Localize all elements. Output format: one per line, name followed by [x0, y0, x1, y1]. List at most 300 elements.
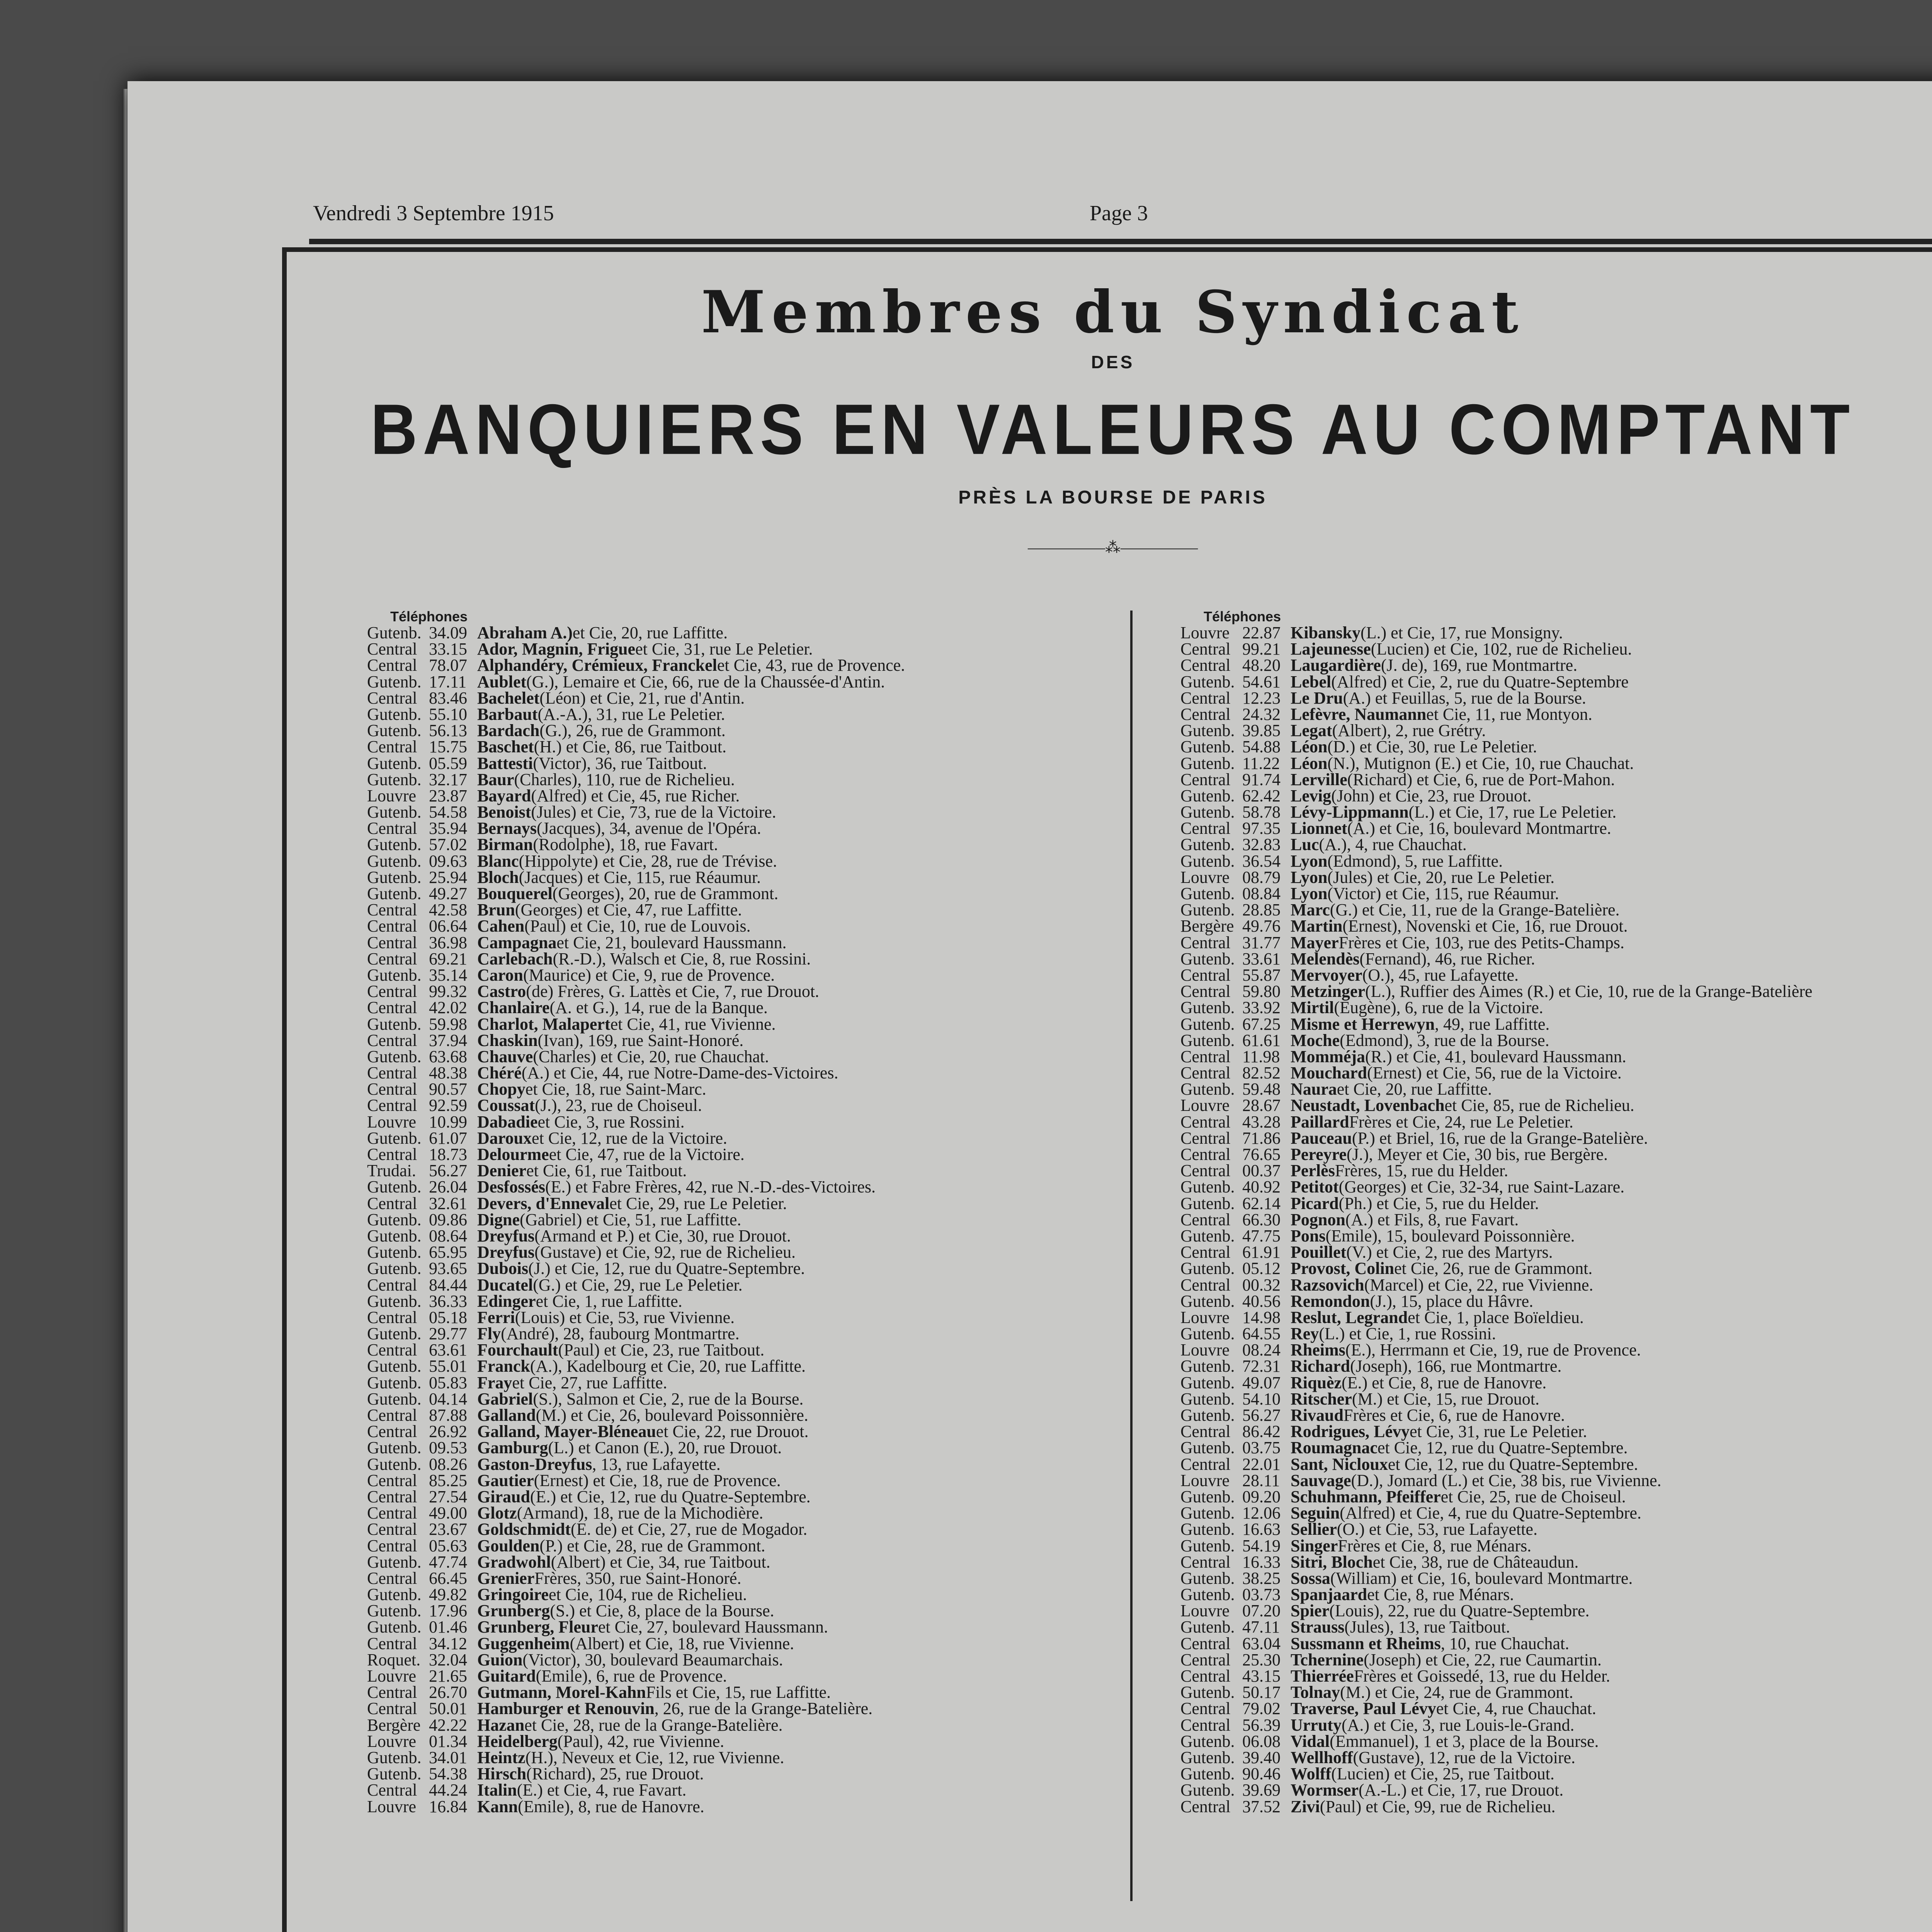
- member-name: Guggenheim: [477, 1634, 570, 1653]
- telephone-exchange: Gutenb.: [367, 1259, 422, 1278]
- member-row: [1180, 918, 1922, 934]
- member-row: [367, 1505, 1124, 1521]
- member-address: (Georges) et Cie, 32-34, rue Saint-Lazare.: [1338, 1177, 1625, 1197]
- telephone-number: 08.79: [1242, 867, 1281, 887]
- telephone-number: 61.07: [429, 1128, 467, 1148]
- member-address: , 49, rue Laffitte.: [1435, 1014, 1550, 1034]
- member-name: Baschet: [477, 737, 534, 757]
- member-address: (Armand et P.) et Cie, 30, rue Drouot.: [534, 1226, 791, 1245]
- member-name: Luc: [1291, 835, 1319, 854]
- telephone-exchange: Central: [1180, 1667, 1231, 1685]
- member-name: Fly: [477, 1324, 501, 1344]
- member-name: Mirtil: [1291, 998, 1334, 1017]
- telephone-exchange: Central: [1180, 688, 1231, 707]
- telephone-exchange: Louvre: [367, 1112, 417, 1131]
- member-name: Léon: [1291, 737, 1328, 757]
- member-name: Strauss: [1291, 1617, 1345, 1637]
- telephone-exchange: Gutenb.: [1180, 900, 1235, 920]
- telephone-exchange: Gutenb.: [1180, 1748, 1235, 1767]
- member-address: Frères, 15, rue du Helder.: [1335, 1161, 1509, 1180]
- telephone-number: 18.73: [429, 1145, 467, 1164]
- member-row: [367, 837, 1124, 853]
- member-address: (A.) et Fils, 8, rue Favart.: [1345, 1210, 1519, 1229]
- member-row: [367, 1473, 1124, 1489]
- member-name: Wellhoff: [1291, 1748, 1353, 1767]
- telephone-number: 37.52: [1242, 1797, 1281, 1816]
- member-address: , 10, rue Chauchat.: [1440, 1634, 1570, 1653]
- telephone-number: 82.52: [1242, 1063, 1281, 1083]
- member-address: (V.) et Cie, 2, rue des Martyrs.: [1346, 1243, 1553, 1262]
- member-address: (Charles), 110, rue de Richelieu.: [514, 770, 735, 789]
- member-row: [367, 983, 1124, 1000]
- member-address: et Cie, 12, rue du Quatre-Septembre.: [1388, 1454, 1638, 1474]
- telephone-exchange: Gutenb.: [1180, 1683, 1235, 1702]
- telephone-exchange: Louvre: [1180, 623, 1230, 642]
- member-name: Hamburger et Renouvin: [477, 1699, 655, 1718]
- telephone-number: 07.20: [1242, 1601, 1281, 1621]
- telephone-exchange: Gutenb.: [367, 672, 422, 691]
- telephone-number: 42.22: [429, 1715, 467, 1735]
- member-address: , 13, rue Lafayette.: [592, 1454, 721, 1474]
- member-address: (A.-A.), 31, rue Le Peletier.: [537, 704, 725, 724]
- member-row: [367, 755, 1124, 772]
- member-name: Richard: [1291, 1357, 1350, 1376]
- member-name: Traverse, Paul Lévy: [1291, 1699, 1436, 1718]
- telephone-number: 22.01: [1242, 1454, 1281, 1474]
- member-address: (Ph.) et Cie, 5, rue du Helder.: [1338, 1194, 1539, 1213]
- telephone-number: 54.10: [1242, 1389, 1281, 1408]
- telephone-number: 59.80: [1242, 982, 1281, 1001]
- member-row: [1180, 1701, 1922, 1717]
- telephone-exchange: Central: [367, 1568, 417, 1588]
- member-name: Laugardière: [1291, 656, 1381, 675]
- telephone-number: 55.10: [429, 704, 467, 724]
- telephone-number: 56.27: [1242, 1406, 1281, 1425]
- telephone-exchange: Central: [367, 819, 417, 838]
- member-row: [367, 869, 1124, 886]
- telephone-number: 43.28: [1242, 1112, 1281, 1131]
- member-row: [1180, 869, 1922, 886]
- telephone-number: 61.61: [1242, 1031, 1281, 1050]
- telephone-number: 47.74: [429, 1552, 467, 1571]
- member-name: Misme et Herrewyn: [1291, 1014, 1435, 1034]
- title-bourse: PRÈS LA BOURSE DE PARIS: [958, 487, 1267, 508]
- member-address: (R.-D.), Walsch et Cie, 8, rue Rossini.: [553, 949, 811, 968]
- member-address: et Cie, 8, rue Ménars.: [1367, 1585, 1514, 1604]
- header-date: Vendredi 3 Septembre 1915: [313, 201, 554, 225]
- member-address: (Rodolphe), 18, rue Favart.: [533, 835, 718, 854]
- member-row: [1180, 1065, 1922, 1081]
- member-address: Frères et Cie, 6, rue de Hanovre.: [1343, 1406, 1565, 1425]
- member-name: Baur: [477, 770, 514, 789]
- telephone-exchange: Bergère: [367, 1715, 421, 1735]
- member-name: Lionnet: [1291, 819, 1347, 838]
- member-row: [1180, 1081, 1922, 1097]
- telephone-number: 44.24: [429, 1781, 467, 1800]
- member-address: (Gabriel) et Cie, 51, rue Laffitte.: [520, 1210, 742, 1229]
- member-name: Riquèz: [1291, 1373, 1342, 1392]
- telephone-exchange: Gutenb.: [1180, 1764, 1235, 1784]
- telephone-exchange: Central: [367, 933, 417, 952]
- telephone-exchange: Gutenb.: [367, 1585, 422, 1604]
- member-row: [367, 1636, 1124, 1652]
- member-name: Lerville: [1291, 770, 1347, 789]
- member-row: [367, 951, 1124, 967]
- member-row: [367, 1668, 1124, 1684]
- member-name: Rivaud: [1291, 1406, 1344, 1425]
- member-name: Heidelberg: [477, 1731, 558, 1751]
- member-row: [367, 886, 1124, 902]
- member-name: Grunberg, Fleur: [477, 1617, 598, 1637]
- telephone-number: 71.86: [1242, 1128, 1281, 1148]
- member-row: [367, 1554, 1124, 1570]
- member-name: Gringoire: [477, 1585, 549, 1604]
- member-row: [367, 1196, 1124, 1212]
- telephone-exchange: Gutenb.: [1180, 1194, 1235, 1213]
- member-name: Léon: [1291, 753, 1328, 773]
- telephone-number: 92.59: [429, 1096, 467, 1115]
- telephone-exchange: Gutenb.: [367, 1617, 422, 1637]
- member-address: (Eugène), 6, rue de la Victoire.: [1334, 998, 1543, 1017]
- telephone-exchange: Gutenb.: [1180, 1226, 1235, 1245]
- member-address: (J.), 15, place du Hâvre.: [1370, 1291, 1534, 1311]
- telephone-number: 32.61: [429, 1194, 467, 1213]
- member-name: Spanjaard: [1291, 1585, 1367, 1604]
- member-name: Sant, Nicloux: [1291, 1454, 1388, 1474]
- member-row: [367, 706, 1124, 723]
- telephone-number: 22.87: [1242, 623, 1281, 642]
- member-name: Galland, Mayer-Bléneau: [477, 1422, 656, 1441]
- telephone-exchange: Central: [1180, 639, 1231, 659]
- member-name: Lebel: [1291, 672, 1332, 691]
- member-name: Dreyfus: [477, 1243, 535, 1262]
- member-row: [1180, 1130, 1922, 1146]
- member-name: Brun: [477, 900, 515, 920]
- telephone-exchange: Gutenb.: [367, 623, 422, 642]
- member-row: [1180, 1636, 1922, 1652]
- telephone-number: 54.38: [429, 1764, 467, 1784]
- telephone-number: 25.94: [429, 867, 467, 887]
- member-row: [367, 1081, 1124, 1097]
- telephone-exchange: Central: [367, 1194, 417, 1213]
- member-address: et Cie, 22, rue Drouot.: [656, 1422, 809, 1441]
- telephone-number: 43.15: [1242, 1667, 1281, 1685]
- member-name: Fourchault: [477, 1340, 558, 1360]
- telephone-exchange: Gutenb.: [367, 1552, 422, 1571]
- telephone-exchange: Gutenb.: [367, 721, 422, 740]
- member-address: , 26, rue de la Grange-Batelière.: [654, 1699, 873, 1718]
- member-address: (N.), Mutignon (E.) et Cie, 10, rue Chauchat.: [1327, 753, 1634, 773]
- member-address: (Albert), 2, rue Grétry.: [1332, 721, 1486, 740]
- member-name: Hazan: [477, 1715, 525, 1735]
- member-row: [367, 1391, 1124, 1407]
- member-row: [1180, 1407, 1922, 1423]
- telephone-number: 72.31: [1242, 1357, 1281, 1376]
- telephone-number: 08.84: [1242, 884, 1281, 903]
- member-name: Edinger: [477, 1291, 536, 1311]
- member-row: [1180, 1293, 1922, 1310]
- telephone-number: 39.69: [1242, 1781, 1281, 1800]
- member-name: Sossa: [1291, 1568, 1330, 1588]
- telephone-exchange: Gutenb.: [1180, 1291, 1235, 1311]
- telephone-exchange: Central: [367, 1503, 417, 1523]
- member-name: Grenier: [477, 1568, 535, 1588]
- member-row: [367, 674, 1124, 690]
- telephone-number: 67.25: [1242, 1014, 1281, 1034]
- telephone-number: 85.25: [429, 1471, 467, 1490]
- member-name: Metzinger: [1291, 982, 1365, 1001]
- telephone-exchange: Central: [1180, 965, 1231, 985]
- member-row: [367, 1733, 1124, 1750]
- member-name: Heintz: [477, 1748, 526, 1767]
- telephone-number: 12.23: [1242, 688, 1281, 707]
- telephone-number: 14.98: [1242, 1308, 1281, 1327]
- member-row: [1180, 1049, 1922, 1065]
- telephone-exchange: Gutenb.: [1180, 1438, 1235, 1458]
- member-address: (A.-L.) et Cie, 17, rue Drouot.: [1358, 1781, 1564, 1800]
- telephone-exchange: Gutenb.: [367, 1226, 422, 1245]
- member-address: et Cie, 61, rue Taitbout.: [526, 1161, 687, 1180]
- telephone-exchange: Central: [1180, 1128, 1231, 1148]
- telephone-number: 69.21: [429, 949, 467, 968]
- member-name: Thierrée: [1291, 1667, 1354, 1685]
- telephone-exchange: Central: [367, 688, 417, 707]
- member-address: (Ernest), Novenski et Cie, 16, rue Drouot.: [1342, 917, 1628, 936]
- member-address: Fils et Cie, 15, rue Laffitte.: [646, 1683, 831, 1702]
- member-row: [1180, 1799, 1922, 1815]
- telephone-number: 17.96: [429, 1601, 467, 1621]
- telephone-exchange: Louvre: [367, 1797, 417, 1816]
- members-column-right: [1180, 609, 1922, 1815]
- telephone-exchange: Louvre: [1180, 1601, 1230, 1621]
- member-name: Sauvage: [1291, 1471, 1351, 1490]
- telephone-number: 33.92: [1242, 998, 1281, 1017]
- member-row: [1180, 935, 1922, 951]
- member-address: et Cie, 21, boulevard Haussmann.: [556, 933, 787, 952]
- telephone-number: 33.61: [1242, 949, 1281, 968]
- member-address: et Cie, 31, rue Le Peletier.: [635, 639, 813, 659]
- member-address: (André), 28, faubourg Montmartre.: [501, 1324, 740, 1344]
- member-row: [367, 1032, 1124, 1049]
- telephone-number: 09.20: [1242, 1487, 1281, 1506]
- member-address: et Cie, 28, rue de la Grange-Batelière.: [524, 1715, 783, 1735]
- member-name: Pons: [1291, 1226, 1326, 1245]
- telephone-number: 40.56: [1242, 1291, 1281, 1311]
- member-name: Cahen: [477, 917, 525, 936]
- member-row: [367, 1717, 1124, 1733]
- telephone-number: 09.53: [429, 1438, 467, 1458]
- member-name: Carlebach: [477, 949, 553, 968]
- member-row: [367, 1440, 1124, 1456]
- telephone-exchange: Central: [367, 1340, 417, 1360]
- telephone-number: 05.63: [429, 1536, 467, 1555]
- telephone-exchange: Gutenb.: [367, 1389, 422, 1408]
- member-address: (Victor), 30, boulevard Beaumarchais.: [522, 1650, 783, 1669]
- member-name: Lyon: [1291, 851, 1328, 871]
- member-name: Lyon: [1291, 884, 1328, 903]
- member-name: Pognon: [1291, 1210, 1345, 1229]
- member-name: Perlès: [1291, 1161, 1335, 1180]
- member-name: Tolnay: [1291, 1683, 1340, 1702]
- telephone-exchange: Gutenb.: [1180, 1536, 1235, 1555]
- telephone-number: 35.14: [429, 965, 467, 985]
- member-address: et Cie, 1, place Boïeldieu.: [1408, 1308, 1584, 1327]
- member-name: Wolff: [1291, 1764, 1332, 1784]
- telephone-exchange: Central: [1180, 982, 1231, 1001]
- member-address: et Cie, 43, rue de Provence.: [717, 656, 905, 675]
- telephone-number: 10.99: [429, 1112, 467, 1131]
- telephone-number: 26.92: [429, 1422, 467, 1441]
- member-address: et Cie, 47, rue de la Victoire.: [549, 1145, 745, 1164]
- header-page-number: Page 3: [1090, 201, 1148, 225]
- member-name: Bloch: [477, 867, 519, 887]
- member-address: (Richard), 25, rue Drouot.: [526, 1764, 704, 1784]
- member-name: Coussat: [477, 1096, 535, 1115]
- telephone-exchange: Louvre: [1180, 1471, 1230, 1490]
- telephone-exchange: Central: [1180, 819, 1231, 838]
- member-address: (G.) et Cie, 29, rue Le Peletier.: [533, 1275, 743, 1294]
- telephone-exchange: Bergère: [1180, 917, 1234, 936]
- member-row: [1180, 1423, 1922, 1440]
- member-name: Campagna: [477, 933, 557, 952]
- member-row: [367, 1423, 1124, 1440]
- member-address: (Victor) et Cie, 115, rue Réaumur.: [1327, 884, 1559, 903]
- telephone-exchange: Gutenb.: [1180, 1617, 1235, 1637]
- telephone-exchange: Louvre: [367, 1667, 417, 1685]
- member-address: (J.), Meyer et Cie, 30 bis, rue Bergère.: [1346, 1145, 1608, 1164]
- member-name: Mervoyer: [1291, 965, 1362, 985]
- telephone-number: 57.02: [429, 835, 467, 854]
- telephone-number: 32.83: [1242, 835, 1281, 854]
- member-row: [1180, 1000, 1922, 1016]
- member-row: [1180, 1179, 1922, 1195]
- telephone-exchange: Gutenb.: [1180, 1389, 1235, 1408]
- member-row: [367, 1587, 1124, 1603]
- telephone-exchange: Gutenb.: [1180, 672, 1235, 691]
- telephone-number: 63.04: [1242, 1634, 1281, 1653]
- telephone-number: 33.15: [429, 639, 467, 659]
- member-row: [1180, 1440, 1922, 1456]
- telephone-exchange: Central: [1180, 1650, 1231, 1669]
- member-name: Glotz: [477, 1503, 517, 1523]
- telephone-number: 08.24: [1242, 1340, 1281, 1360]
- telephone-number: 56.27: [429, 1161, 467, 1180]
- telephone-exchange: Gutenb.: [367, 753, 422, 773]
- member-name: Neustadt, Lovenbach: [1291, 1096, 1445, 1115]
- telephone-exchange: Central: [1180, 1047, 1231, 1066]
- telephone-number: 55.01: [429, 1357, 467, 1376]
- member-name: Gamburg: [477, 1438, 548, 1458]
- member-address: Frères et Cie, 8, rue Ménars.: [1338, 1536, 1532, 1555]
- member-row: [1180, 983, 1922, 1000]
- member-row: [367, 772, 1124, 788]
- telephone-number: 49.82: [429, 1585, 467, 1604]
- member-row: [1180, 1603, 1922, 1619]
- member-row: [367, 641, 1124, 657]
- member-name: Rodrigues, Lévy: [1291, 1422, 1410, 1441]
- member-row: [1180, 1326, 1922, 1342]
- telephone-number: 84.44: [429, 1275, 467, 1294]
- telephone-number: 00.32: [1242, 1275, 1281, 1294]
- telephone-number: 62.42: [1242, 786, 1281, 805]
- member-address: (G.) et Cie, 11, rue de la Grange-Batelière.: [1330, 900, 1620, 920]
- member-name: Melendès: [1291, 949, 1360, 968]
- member-address: et Cie, 27, rue Laffitte.: [512, 1373, 667, 1392]
- member-address: Frères et Cie, 103, rue des Petits-Champs.: [1338, 933, 1624, 952]
- telephone-number: 15.75: [429, 737, 467, 757]
- member-row: [367, 1114, 1124, 1130]
- member-row: [1180, 1766, 1922, 1782]
- telephone-number: 32.04: [429, 1650, 467, 1669]
- telephone-number: 32.17: [429, 770, 467, 789]
- member-row: [1180, 1489, 1922, 1505]
- telephone-exchange: Louvre: [1180, 867, 1230, 887]
- member-address: (Emmanuel), 1 et 3, place de la Bourse.: [1330, 1731, 1599, 1751]
- telephone-exchange: Gutenb.: [1180, 803, 1235, 822]
- telephone-number: 29.77: [429, 1324, 467, 1344]
- member-address: et Cie, 85, rue de Richelieu.: [1444, 1096, 1634, 1115]
- member-name: Mayer: [1291, 933, 1339, 952]
- member-address: (Maurice) et Cie, 9, rue de Provence.: [523, 965, 775, 985]
- member-row: [367, 723, 1124, 739]
- member-address: (Armand), 18, rue de la Michodière.: [517, 1503, 764, 1523]
- telephone-exchange: Roquet.: [367, 1650, 421, 1669]
- member-name: Ferri: [477, 1308, 515, 1327]
- member-address: et Cie, 20, rue Laffitte.: [572, 623, 728, 642]
- member-address: (Alfred) et Cie, 2, rue du Quatre-Septembre: [1331, 672, 1629, 691]
- member-row: [367, 1212, 1124, 1228]
- member-address: (L.), Ruffier des Aimes (R.) et Cie, 10, rue de la Grange-Batelière: [1365, 982, 1813, 1001]
- telephone-number: 56.13: [429, 721, 467, 740]
- telephone-exchange: Gutenb.: [367, 1014, 422, 1034]
- telephone-number: 34.01: [429, 1748, 467, 1767]
- telephone-number: 24.32: [1242, 704, 1281, 724]
- telephone-exchange: Gutenb.: [1180, 1406, 1235, 1425]
- header-rule: [309, 239, 1932, 244]
- telephone-number: 28.11: [1242, 1471, 1280, 1490]
- member-address: (Lucien) et Cie, 102, rue de Richelieu.: [1371, 639, 1632, 659]
- member-row: [367, 1701, 1124, 1717]
- member-name: Sellier: [1291, 1520, 1337, 1539]
- member-address: (Emile), 6, rue de Provence.: [536, 1667, 727, 1685]
- member-name: Kann: [477, 1797, 518, 1816]
- member-row: [367, 690, 1124, 706]
- telephone-exchange: Central: [367, 1536, 417, 1555]
- telephone-number: 25.30: [1242, 1650, 1281, 1669]
- telephone-number: 28.67: [1242, 1096, 1281, 1115]
- telephone-exchange: Trudai.: [367, 1161, 416, 1180]
- member-row: [367, 853, 1124, 869]
- telephone-exchange: Gutenb.: [1180, 737, 1235, 757]
- telephone-exchange: Central: [1180, 656, 1231, 675]
- member-address: (Paul), 42, rue Vivienne.: [557, 1731, 724, 1751]
- member-address: (D.), Jomard (L.) et Cie, 38 bis, rue Vivienne.: [1351, 1471, 1662, 1490]
- member-address: (S.) et Cie, 8, place de la Bourse.: [550, 1601, 774, 1621]
- member-row: [367, 1228, 1124, 1244]
- member-name: Alphandéry, Crémieux, Franckel: [477, 656, 717, 675]
- member-name: Gaston-Dreyfus: [477, 1454, 592, 1474]
- member-name: Reslut, Legrand: [1291, 1308, 1408, 1327]
- member-address: (J.), 23, rue de Choiseul.: [535, 1096, 702, 1115]
- member-address: et Cie, 4, rue Chauchat.: [1436, 1699, 1596, 1718]
- telephone-exchange: Central: [367, 639, 417, 659]
- telephone-number: 06.08: [1242, 1731, 1281, 1751]
- running-header: [313, 201, 1932, 232]
- member-name: Petitot: [1291, 1177, 1339, 1197]
- member-address: (Emile), 8, rue de Hanovre.: [518, 1797, 704, 1816]
- telephone-exchange: Gutenb.: [367, 1357, 422, 1376]
- member-name: Dreyfus: [477, 1226, 535, 1245]
